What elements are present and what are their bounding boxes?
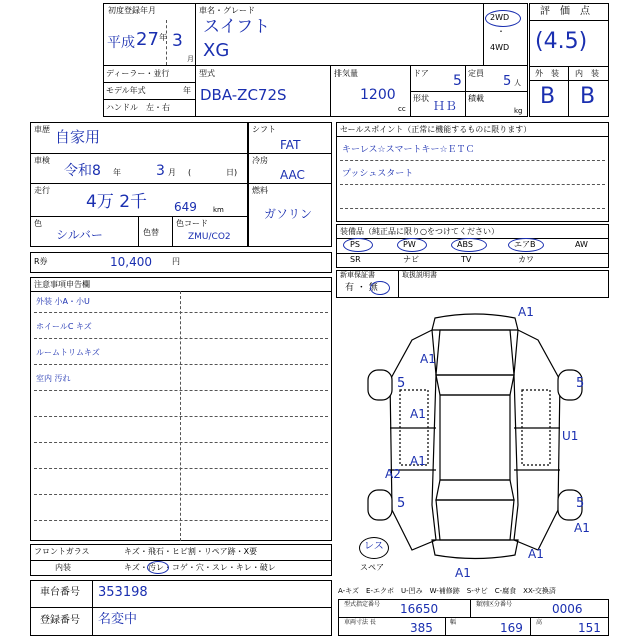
interior-cond-label: 内装 — [55, 563, 71, 572]
grade-label: 評 価 点 — [540, 6, 590, 17]
first-reg-month-unit: 月 — [187, 55, 194, 63]
mark-a1-rear-corner: A1 — [574, 521, 590, 535]
r-ken-unit: 円 — [172, 257, 180, 266]
tire-fr: 5 — [576, 376, 585, 391]
equip-tv: TV — [461, 255, 472, 264]
interior-dirt-circle — [147, 561, 169, 574]
mileage-label: 走行 — [34, 186, 50, 195]
inspection-day-close: 日) — [226, 168, 238, 177]
note-row-line — [34, 520, 328, 521]
exterior-label: 外 装 — [535, 69, 559, 78]
dim-label-3: 車両寸法 長 — [344, 619, 376, 626]
r-ken-box — [30, 252, 332, 273]
capacity-label: 定員 — [468, 69, 484, 78]
load-label: 積載 — [468, 94, 484, 103]
mark-a1-mid-1: A1 — [410, 407, 426, 421]
shift-value: FAT — [280, 138, 301, 152]
interior-label: 内 装 — [575, 69, 599, 78]
dim-label-5: 高 — [536, 619, 543, 626]
damage-legend: A-キズ E-エクボ U-凹み W-補修跡 S-サビ C-腐食 XX-交換済 — [338, 587, 556, 595]
mileage-unit: km — [213, 206, 224, 214]
record-label: 取扱説明書 — [402, 271, 437, 279]
tire-rr: 5 — [576, 496, 585, 511]
mark-u1-right: U1 — [562, 429, 579, 443]
color-value: シルバー — [56, 228, 103, 242]
note-row-line — [34, 494, 328, 495]
capacity-value: 5 — [503, 74, 512, 89]
chassis-value: 353198 — [98, 585, 148, 600]
inspection-label: 車検 — [34, 156, 50, 165]
warranty-circle — [370, 281, 390, 295]
dim-label-4: 幅 — [450, 619, 457, 626]
dim-value-2: 0006 — [552, 602, 583, 616]
ac-label: 冷房 — [252, 156, 268, 165]
category-value: 自家用 — [55, 128, 101, 146]
r-ken-label: R券 — [34, 257, 48, 266]
drive-2wd: 2WD — [490, 13, 510, 22]
model-year-label: モデル年式 — [106, 86, 146, 95]
ac-value: AAC — [280, 168, 305, 182]
mileage-rest: 649 — [174, 200, 197, 214]
equipment-title: 装備品（純正品に限り○をつけてください） — [340, 227, 499, 236]
equip-airbag: エアB — [514, 240, 536, 249]
mileage-value: 4万 2千 — [86, 192, 148, 212]
fuel-label: 燃料 — [252, 186, 268, 195]
first-reg-label: 初度登録年月 — [108, 6, 156, 15]
registration-value: 名変中 — [98, 612, 138, 627]
tire-fl: 5 — [397, 376, 406, 391]
model-year-unit: 年 — [183, 86, 191, 95]
equip-leather: カワ — [518, 255, 534, 264]
shape-label: 形状 — [413, 94, 429, 103]
fuel-value: ガソリン — [264, 207, 313, 221]
note-item-1: 外装 小A・小U — [36, 297, 90, 306]
inspection-era: 令和8 — [64, 163, 101, 179]
chassis-label: 車台番号 — [40, 587, 80, 598]
spare-label: スペア — [360, 563, 384, 572]
registration-label: 登録番号 — [40, 615, 80, 626]
category-label: 車歴 — [34, 125, 50, 134]
drive-4wd: 4WD — [490, 43, 510, 52]
car-grade: XG — [203, 40, 230, 61]
mark-a1-front: A1 — [518, 305, 534, 319]
note-row-line — [34, 338, 328, 339]
color-code-label: 色コード — [176, 219, 208, 228]
spare-mark: レス — [364, 541, 384, 552]
equip-pw: PW — [403, 240, 416, 249]
dim-value-5: 151 — [578, 621, 601, 635]
first-reg-year: 27 — [136, 29, 159, 50]
note-row-line — [34, 390, 328, 391]
color-code-value: ZMU/CO2 — [188, 232, 231, 242]
warranty-label: 新車保証書 — [340, 271, 375, 279]
tire-rl: 5 — [397, 496, 406, 511]
color-label: 色 — [34, 219, 42, 228]
interior-grade: B — [580, 84, 596, 109]
inspection-day-open: ( — [188, 168, 192, 177]
inspection-month: 3 — [156, 163, 165, 179]
note-item-3: ルームトリムキズ — [36, 348, 100, 357]
shape-value: ＨＢ — [433, 99, 458, 113]
inspection-year-unit: 年 — [113, 168, 121, 177]
note-item-2: ホイールC キズ — [36, 322, 92, 331]
dim-value-1: 16650 — [400, 602, 439, 616]
door-label: ドア — [413, 69, 429, 78]
note-row-line — [34, 416, 328, 417]
note-row-line — [34, 312, 328, 313]
dim-value-3: 385 — [410, 621, 433, 635]
interior-cond-value: キズ・汚レ・コゲ・穴・スレ・キレ・破レ — [124, 563, 276, 572]
mark-a1-mid-2: A1 — [410, 454, 426, 468]
type-value: DBA-ZC72S — [200, 86, 287, 104]
windshield-value: キズ・飛石・ヒビ割・リペア跡・X要 — [124, 547, 258, 556]
drive-dot: ・ — [497, 27, 505, 36]
r-ken-value: 10,400 — [110, 255, 152, 269]
displacement-label: 排気量 — [334, 69, 358, 78]
dim-label-2: 類別区分番号 — [476, 601, 513, 608]
equip-sr: SR — [350, 255, 361, 264]
shift-label: シフト — [252, 125, 276, 134]
type-label: 型式 — [199, 69, 215, 78]
equip-abs: ABS — [457, 240, 473, 249]
mark-a1-rear-right: A1 — [528, 547, 544, 561]
displacement-unit: cc — [398, 105, 406, 113]
warranty-value: 有 ・ 無 — [345, 283, 378, 293]
repaint-label: 色替 — [143, 228, 159, 237]
mark-a1-left-front: A1 — [420, 352, 436, 366]
car-name: スイフト — [203, 17, 271, 37]
capacity-unit: 人 — [514, 79, 521, 87]
dim-value-4: 169 — [500, 621, 523, 635]
mark-a1-rear-left: A1 — [455, 566, 471, 580]
displacement-value: 1200 — [360, 87, 396, 103]
note-item-4: 室内 汚れ — [36, 374, 71, 383]
mark-a2-left: A2 — [385, 467, 401, 481]
inspection-month-unit: 月 — [168, 168, 176, 177]
first-reg-era: 平成 — [107, 35, 135, 51]
equip-ps: PS — [350, 240, 360, 249]
dim-label-1: 型式指定番号 — [344, 601, 381, 608]
exterior-grade: B — [540, 84, 556, 109]
grade-score: (4.5) — [535, 29, 588, 54]
equip-navi: ナビ — [403, 255, 419, 264]
sales-points-title: セールスポイント（正常に機能するものに限ります） — [340, 125, 532, 134]
note-row-line — [34, 364, 328, 365]
first-reg-year-unit: 年 — [159, 33, 167, 42]
notes-title: 注意事項申告欄 — [34, 280, 90, 289]
handle-label: ハンドル 左・右 — [106, 103, 170, 112]
note-row-line — [34, 442, 328, 443]
notes-box — [30, 277, 332, 541]
equip-aw: AW — [575, 240, 588, 249]
sales-point-1: キーレス☆スマートキー☆ＥＴＣ — [342, 145, 475, 155]
car-name-label: 車名・グレード — [199, 6, 255, 15]
windshield-label: フロントガラス — [34, 547, 90, 556]
first-reg-month: 3 — [172, 31, 183, 51]
load-unit: kg — [514, 107, 523, 115]
note-row-line — [34, 468, 328, 469]
dealer-label: ディーラー・並行 — [106, 69, 170, 78]
sales-point-2: プッシュスタート — [342, 169, 414, 179]
door-value: 5 — [453, 73, 462, 89]
